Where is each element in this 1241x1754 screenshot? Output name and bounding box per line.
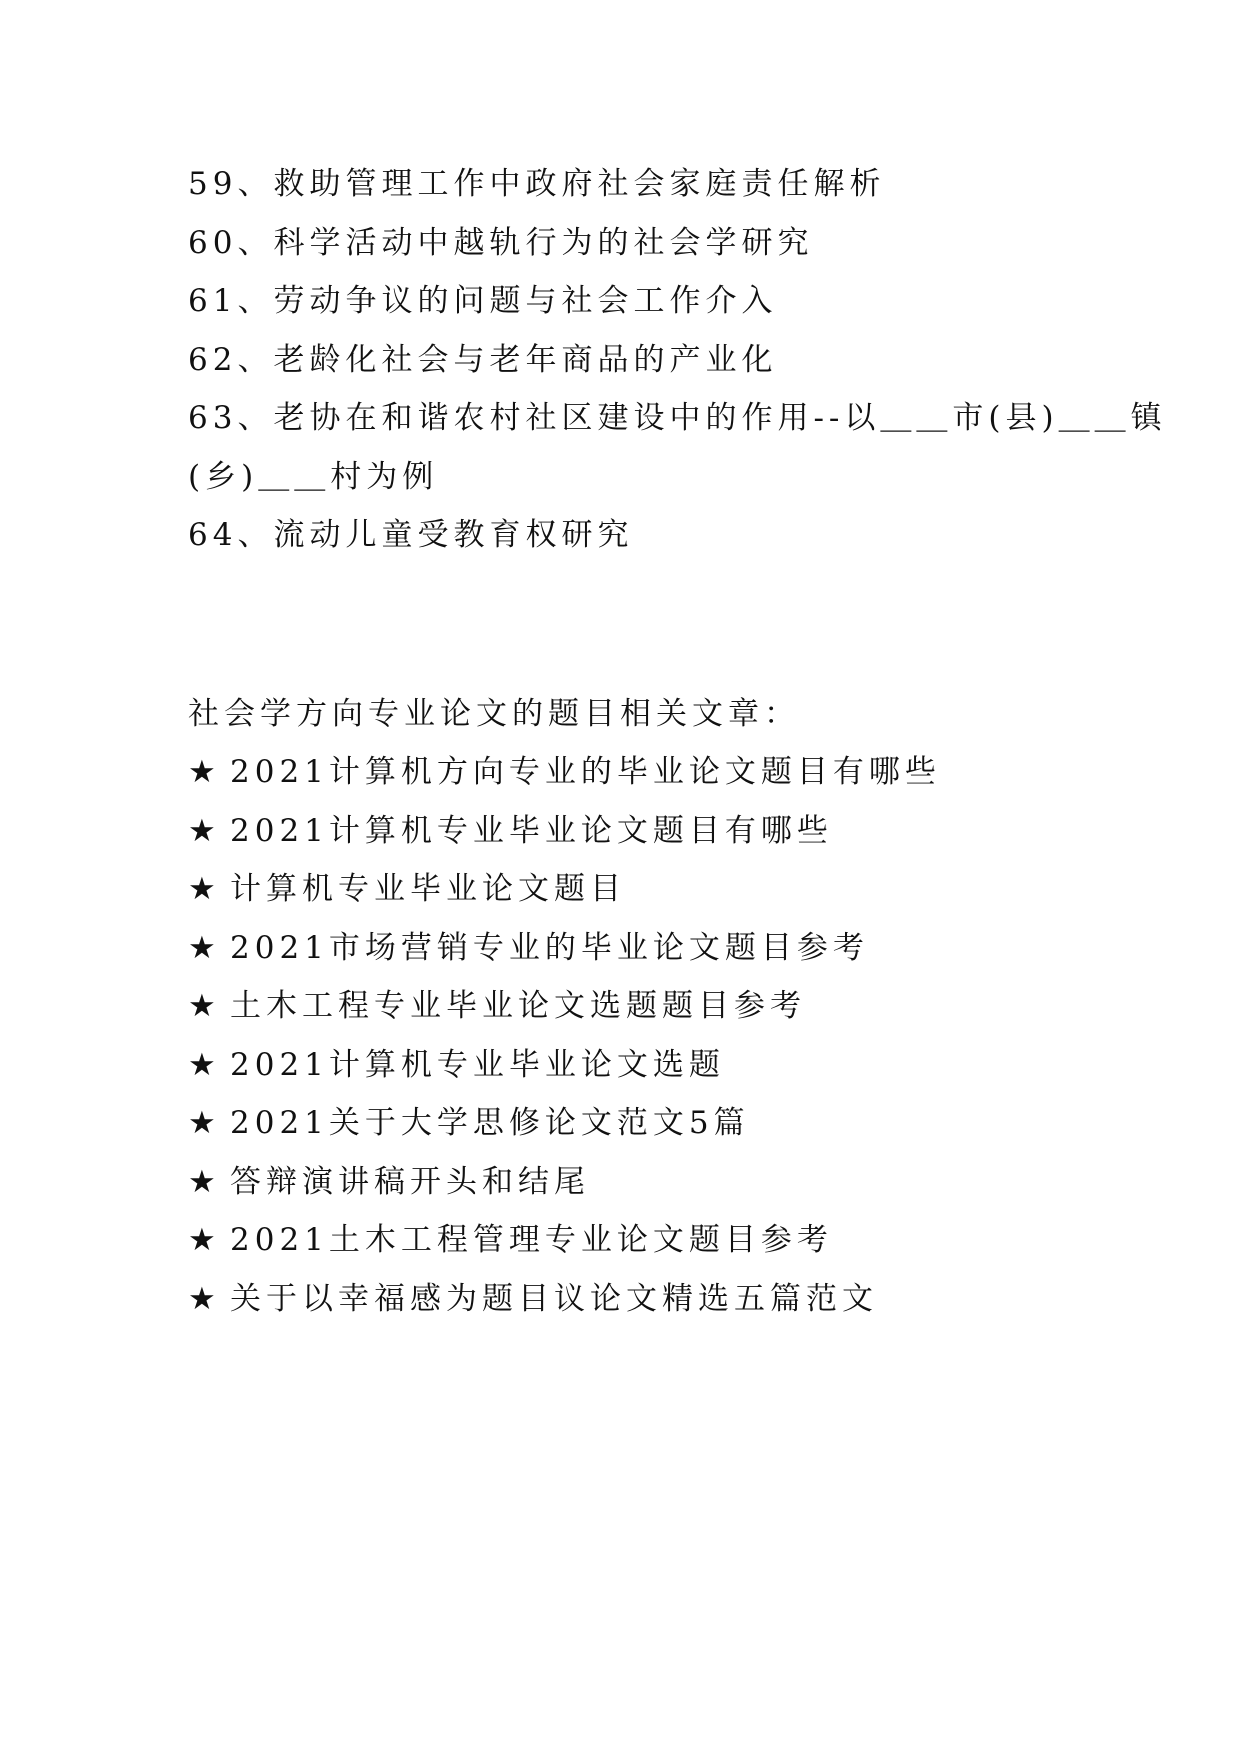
related-link-label: 土木工程专业毕业论文选题题目参考	[230, 988, 806, 1024]
star-icon: ★	[188, 1105, 216, 1141]
related-link[interactable]	[188, 1153, 1068, 1212]
star-icon: ★	[188, 871, 216, 907]
section-spacer	[188, 565, 1068, 685]
related-link-label: 2021计算机专业毕业论文题目有哪些	[230, 812, 833, 849]
star-icon: ★	[188, 812, 216, 849]
topic-item: 60、科学活动中越轨行为的社会学研究	[188, 224, 814, 261]
star-icon: ★	[188, 1046, 216, 1083]
related-link-label: 答辩演讲稿开头和结尾	[230, 1163, 590, 1200]
related-link-label: 2021计算机专业毕业论文选题	[230, 1046, 725, 1083]
related-link[interactable]	[188, 1094, 1068, 1153]
related-link-label: 2021计算机方向专业的毕业论文题目有哪些	[230, 754, 941, 790]
topic-item: 62、老龄化社会与老年商品的产业化	[188, 341, 778, 378]
star-icon: ★	[188, 1222, 216, 1258]
topic-list	[188, 155, 1167, 565]
related-link-label: 2021关于大学思修论文范文5篇	[230, 1105, 750, 1141]
topic-item-continuation: (乡)＿＿村为例	[188, 458, 439, 495]
topic-item: 64、流动儿童受教育权研究	[188, 517, 634, 553]
related-link[interactable]	[188, 977, 1068, 1036]
star-icon: ★	[188, 929, 216, 966]
document-body	[188, 155, 1167, 1328]
star-icon: ★	[188, 1280, 216, 1317]
related-link-label: 2021市场营销专业的毕业论文题目参考	[230, 929, 869, 966]
star-icon: ★	[188, 988, 216, 1024]
related-link[interactable]	[188, 860, 1068, 919]
related-heading: 社会学方向专业论文的题目相关文章：	[188, 695, 800, 732]
related-link[interactable]	[188, 1270, 1068, 1329]
topic-item: 59、救助管理工作中政府社会家庭责任解析	[188, 166, 886, 202]
related-link-label: 计算机专业毕业论文题目	[230, 871, 626, 907]
related-link[interactable]	[188, 802, 1068, 861]
related-articles	[188, 685, 1068, 1329]
related-link[interactable]	[188, 1211, 1068, 1270]
star-icon: ★	[188, 754, 216, 790]
related-link-label: 2021土木工程管理专业论文题目参考	[230, 1222, 833, 1258]
topic-item: 63、老协在和谐农村社区建设中的作用--以＿＿市(县)＿＿镇	[188, 400, 1167, 436]
related-link[interactable]	[188, 1036, 1068, 1095]
topic-item: 61、劳动争议的问题与社会工作介入	[188, 283, 778, 319]
star-icon: ★	[188, 1163, 216, 1200]
related-link[interactable]	[188, 919, 1068, 978]
related-link[interactable]	[188, 743, 1068, 802]
related-link-label: 关于以幸福感为题目议论文精选五篇范文	[230, 1280, 878, 1317]
